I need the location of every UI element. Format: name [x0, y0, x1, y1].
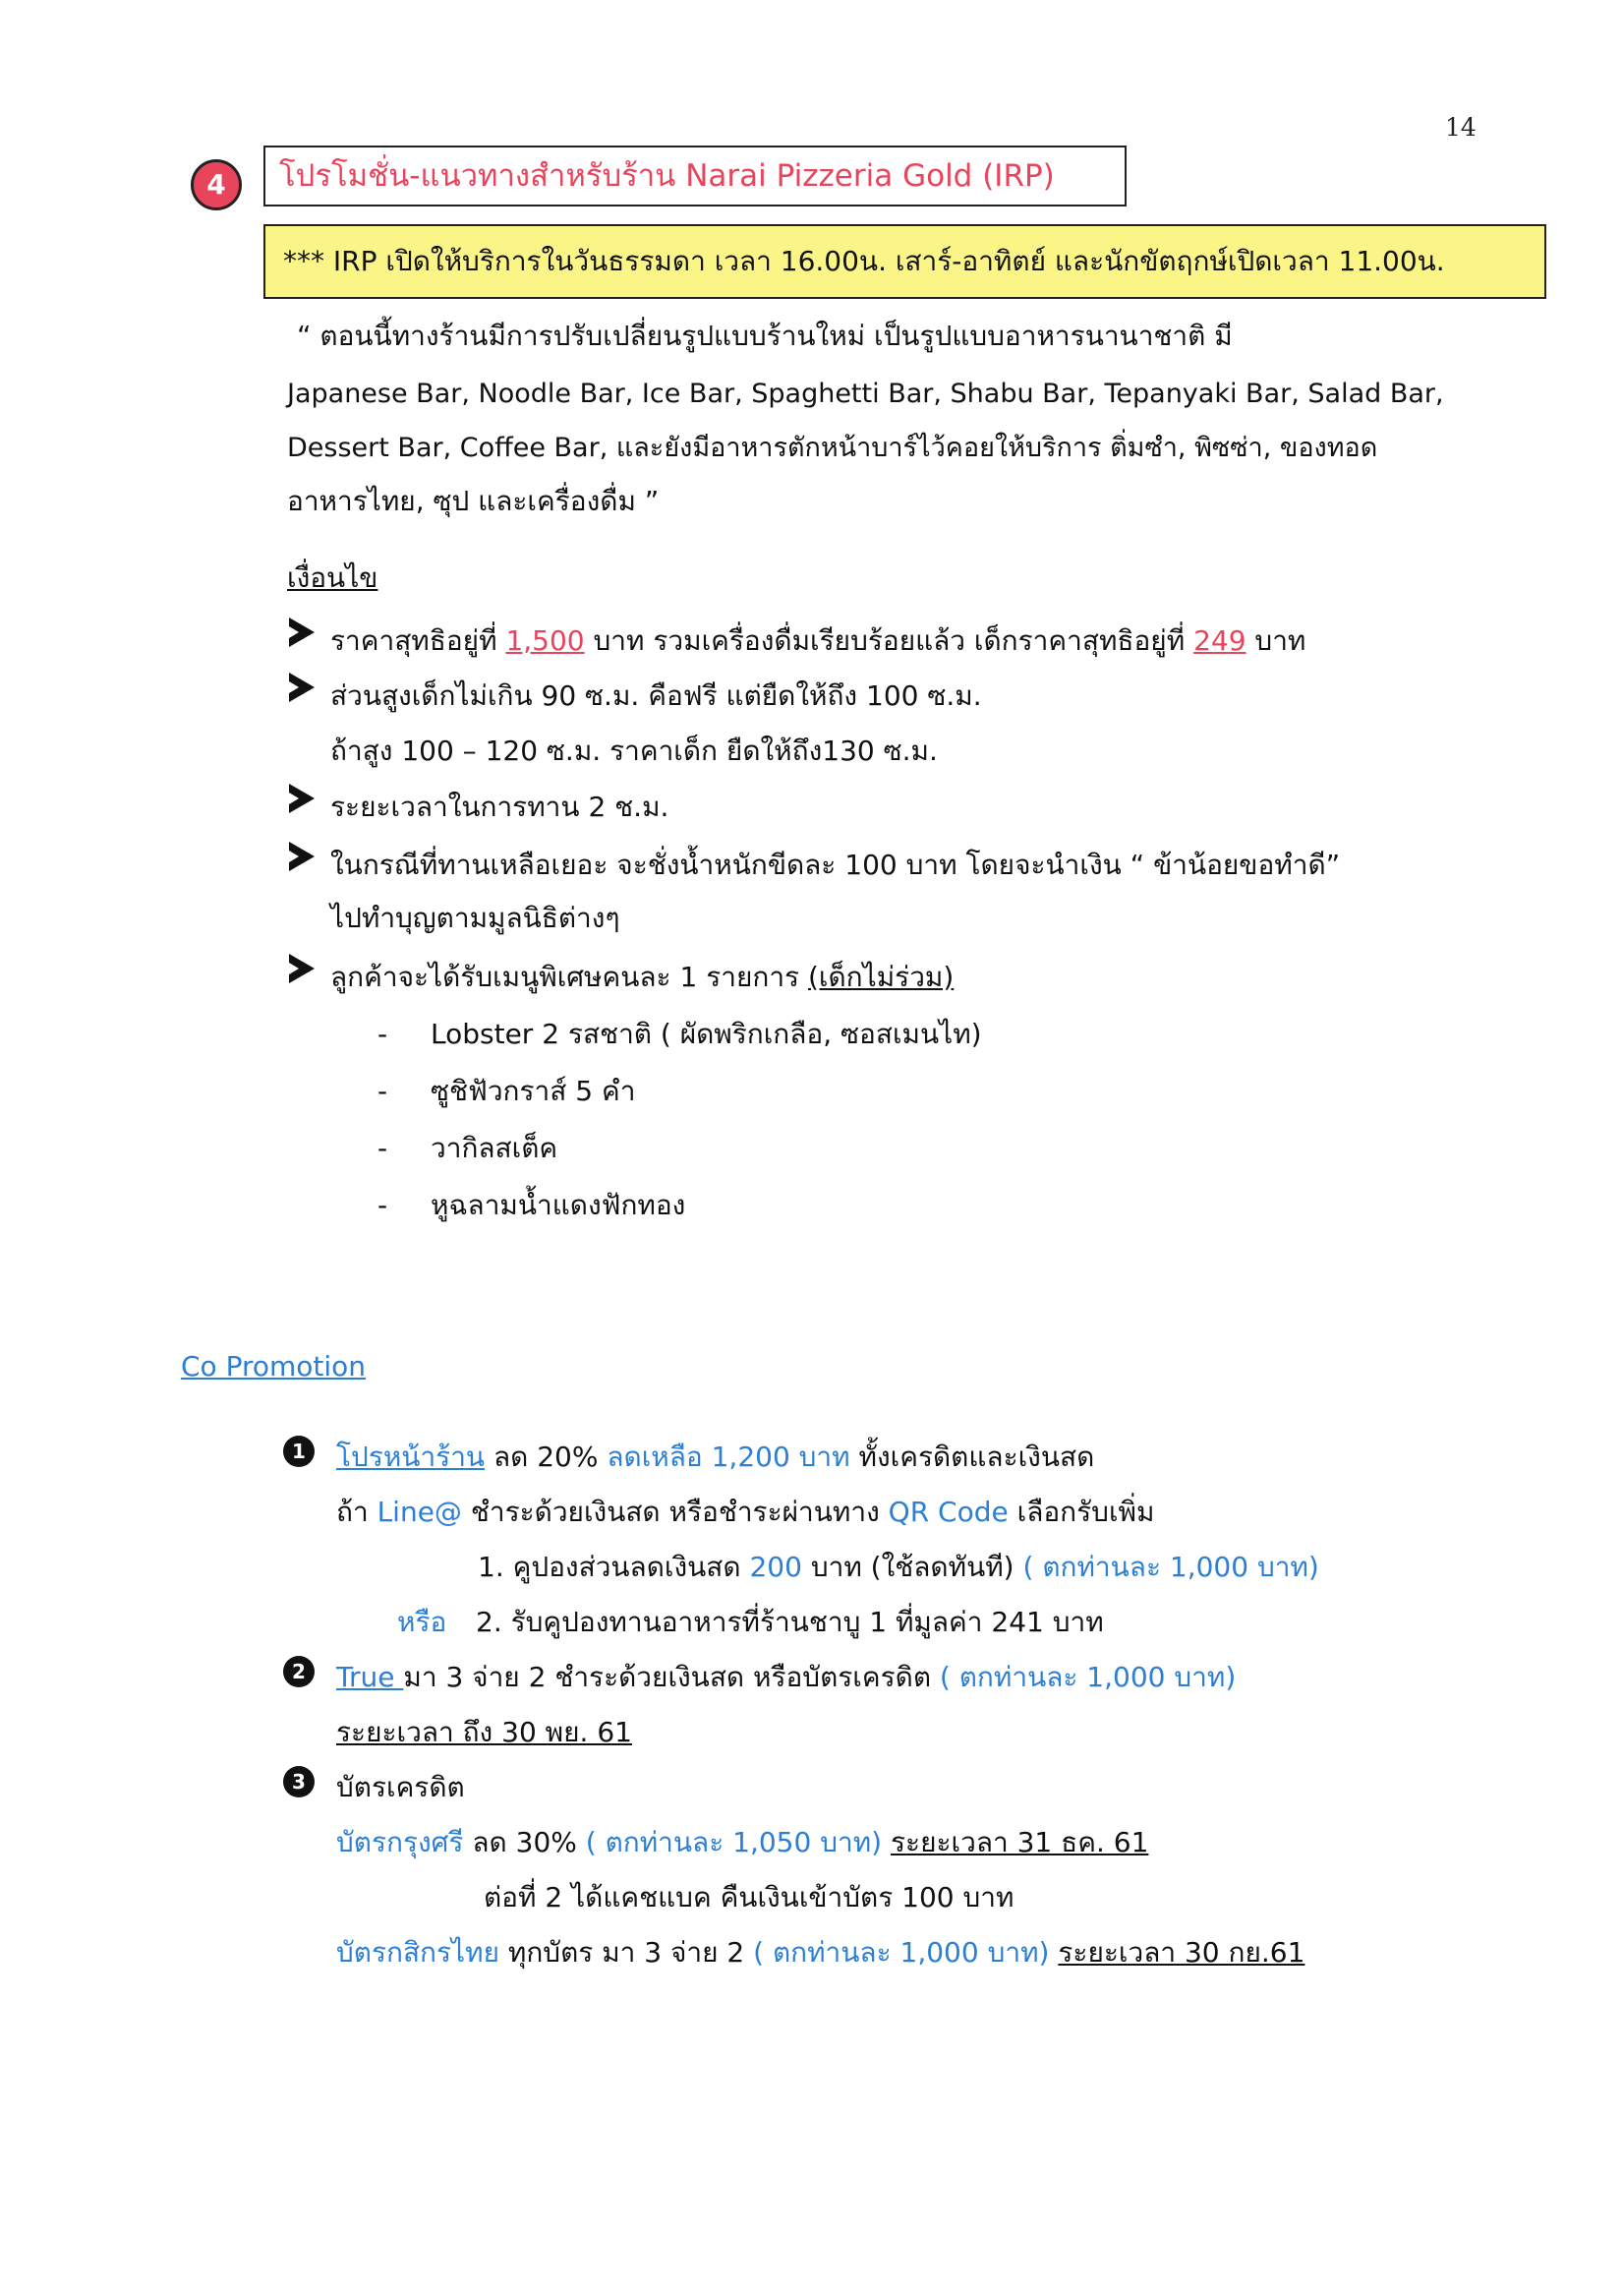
page-number: 14	[1445, 113, 1477, 142]
arrow-bullet-icon	[289, 618, 315, 647]
opening-hours-note: *** IRP เปิดให้บริการในวันธรรมดา เวลา 16.00น. เสาร์-อาทิตย์ และนักขัตฤกษ์เปิดเวลา 11.00น.	[263, 224, 1546, 299]
child-height-line: ส่วนสูงเด็กไม่เกิน 90 ซ.ม. คือฟรี แต่ยืดให้ถึง 100 ซ.ม.	[330, 679, 982, 712]
coupon-value: 200	[749, 1551, 802, 1583]
promo-2-text: มา 3 จ่าย 2 ชำระด้วยเงินสด หรือบัตรเครดิต	[403, 1661, 940, 1693]
per-person-price: ( ตกท่านละ 1,000 บาท)	[1022, 1551, 1319, 1583]
menu-item: ซูชิฟัวกราส์ 5 คำ	[431, 1075, 636, 1107]
child-price: 249	[1193, 624, 1246, 657]
promo-1-line	[336, 1438, 1094, 1477]
kasikorn-line	[336, 1933, 1304, 1972]
per-person-price: ( ตกท่านละ 1,000 บาท)	[753, 1936, 1050, 1969]
krungsri-text: ลด 30%	[463, 1826, 586, 1858]
promo-1-price: ลดเหลือ 1,200 บาท	[607, 1441, 850, 1473]
promo-1-text: ถ้า	[336, 1496, 377, 1528]
option-text: 1. คูปองส่วนลดเงินสด	[478, 1551, 750, 1583]
promo-2-name: True	[336, 1661, 404, 1693]
promo-number-badge: 2	[283, 1656, 315, 1687]
price-text: บาท	[1246, 624, 1306, 657]
arrow-bullet-icon	[289, 954, 315, 983]
per-person-price: ( ตกท่านละ 1,050 บาท)	[585, 1826, 883, 1858]
menu-item: Lobster 2 รสชาติ ( ผัดพริกเกลือ, ซอสเมนไท)	[431, 1018, 982, 1050]
special-menu-note: (เด็กไม่ร่วม)	[807, 961, 955, 993]
krungsri-card-label: บัตรกรุงศรี	[336, 1826, 464, 1858]
promo-1-name: โปรหน้าร้าน	[336, 1441, 486, 1473]
arrow-bullet-icon	[289, 784, 315, 813]
kasikorn-text: ทุกบัตร มา 3 จ่าย 2	[498, 1936, 754, 1969]
conditions-heading: เงื่อนไข	[287, 561, 378, 594]
menu-dash: -	[377, 1132, 388, 1164]
per-person-price: ( ตกท่านละ 1,000 บาท)	[939, 1661, 1237, 1693]
promo-1-option-1	[478, 1548, 1319, 1587]
section-title: โปรโมชั่น-แนวทางสำหรับร้าน Narai Pizzeria Gold (IRP)	[263, 146, 1127, 206]
kasikorn-period: ระยะเวลา 30 กย.61	[1058, 1936, 1305, 1969]
or-label: หรือ	[397, 1606, 447, 1638]
krungsri-period: ระยะเวลา 31 ธค. 61	[891, 1826, 1149, 1858]
qr-code-label: QR Code	[888, 1496, 1009, 1528]
price-text: บาท รวมเครื่องดื่มเรียบร้อยแล้ว เด็กราคาสุทธิอยู่ที่	[584, 624, 1194, 657]
promo-2-line	[336, 1658, 1236, 1697]
promo-3-name: บัตรเครดิต	[336, 1771, 465, 1803]
promo-1-text: ทั้งเครดิตและเงินสด	[849, 1441, 1095, 1473]
menu-item: หูฉลามน้ำแดงฟักทอง	[431, 1189, 686, 1221]
promo-2-period: ระยะเวลา ถึง 30 พย. 61	[336, 1716, 632, 1748]
promo-number-badge: 3	[283, 1766, 315, 1797]
krungsri-line	[336, 1823, 1148, 1862]
promo-1-text: เลือกรับเพิ่ม	[1008, 1496, 1155, 1528]
menu-dash: -	[377, 1018, 388, 1050]
arrow-bullet-icon	[289, 842, 315, 871]
line-at-label: Line@	[377, 1496, 462, 1528]
intro-line: Dessert Bar, Coffee Bar, และยังมีอาหารตักหน้าบาร์ไว้คอยให้บริการ ติ่มซำ, พิซซ่า, ของทอด	[287, 433, 1378, 463]
cashback-line: ต่อที่ 2 ได้แคชแบค คืนเงินเข้าบัตร 100 บาท	[484, 1881, 1014, 1913]
price-line	[330, 621, 1305, 661]
price-text: ราคาสุทธิอยู่ที่	[330, 624, 506, 657]
intro-line: Japanese Bar, Noodle Bar, Ice Bar, Spaghetti Bar, Shabu Bar, Tepanyaki Bar, Salad Bar,	[287, 379, 1444, 409]
child-height-line: ถ้าสูง 100 – 120 ซ.ม. ราคาเด็ก ยืดให้ถึง130 ซ.ม.	[330, 735, 938, 767]
menu-item: วากิลสเต็ค	[431, 1132, 558, 1164]
promo-1-text: ชำระด้วยเงินสด หรือชำระผ่านทาง	[461, 1496, 889, 1528]
kasikorn-card-label: บัตรกสิกรไทย	[336, 1936, 499, 1969]
promo-number-badge: 1	[283, 1436, 315, 1467]
special-menu-text: ลูกค้าจะได้รับเมนูพิเศษคนละ 1 รายการ	[330, 961, 808, 993]
intro-line: อาหารไทย, ซุป และเครื่องดื่ม ”	[287, 485, 660, 517]
co-promotion-heading: Co Promotion	[181, 1350, 367, 1383]
menu-dash: -	[377, 1189, 388, 1221]
option-text: บาท (ใช้ลดทันที)	[801, 1551, 1023, 1583]
adult-price: 1,500	[505, 624, 585, 657]
special-menu-line	[330, 958, 954, 997]
intro-line: “ ตอนนี้ทางร้านมีการปรับเปลี่ยนรูปแบบร้านใหม่ เป็นรูปแบบอาหารนานาชาติ มี	[297, 320, 1233, 352]
promo-1-text: ลด 20%	[485, 1441, 608, 1473]
leftover-line: ในกรณีที่ทานเหลือเยอะ จะชั่งน้ำหนักขีดละ 100 บาท โดยจะนำเงิน “ ข้าน้อยขอทำดี”	[330, 849, 1341, 881]
menu-dash: -	[377, 1075, 388, 1107]
leftover-line: ไปทำบุญตามมูลนิธิต่างๆ	[330, 902, 620, 934]
duration-line: ระยะเวลาในการทาน 2 ช.ม.	[330, 791, 669, 823]
section-number-badge: 4	[191, 159, 242, 210]
promo-1-line2	[336, 1493, 1154, 1532]
arrow-bullet-icon	[289, 673, 315, 702]
promo-1-option-2: 2. รับคูปองทานอาหารที่ร้านชาบู 1 ที่มูลค่า 241 บาท	[476, 1606, 1104, 1638]
